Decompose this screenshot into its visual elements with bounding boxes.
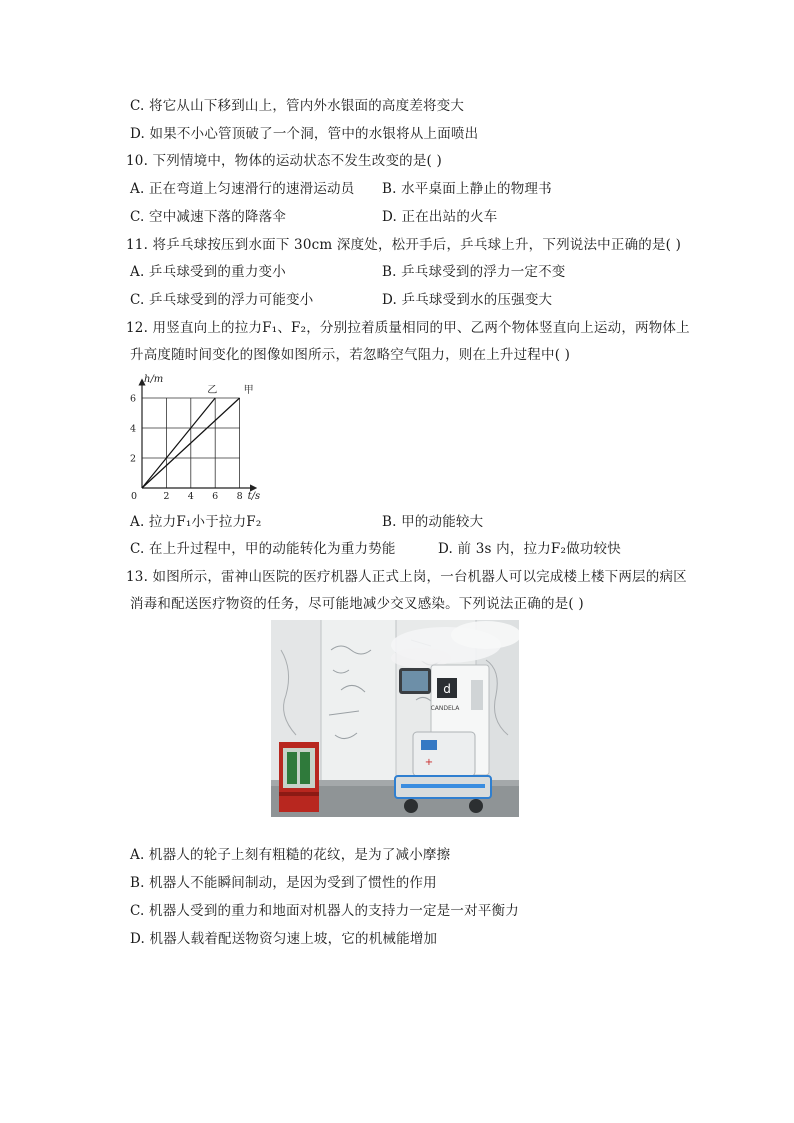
q12-option-d: D. 前 3s 内，拉力F₂做功较快 xyxy=(438,541,621,557)
q13-stem-line1: 13. 如图所示，雷神山医院的医疗机器人正式上岗，一台机器人可以完成楼上楼下两层的病区 xyxy=(126,569,687,585)
y-tick-label: 4 xyxy=(129,423,137,435)
series-line xyxy=(142,398,215,488)
q12-option-a: A. 拉力F₁小于拉力F₂ xyxy=(130,514,262,530)
q12-option-b: B. 甲的动能较大 xyxy=(382,514,484,530)
q9-option-c: C. 将它从山下移到山上，管内外水银面的高度差将变大 xyxy=(130,98,465,114)
x-axis-label: t/s xyxy=(247,491,261,502)
x-tick-labels xyxy=(131,491,243,502)
q13-option-a: A. 机器人的轮子上刻有粗糙的花纹，是为了减小摩擦 xyxy=(130,847,451,863)
q10-stem: 10. 下列情境中，物体的运动状态不发生改变的是( ) xyxy=(126,153,442,169)
q11-stem: 11. 将乒乓球按压到水面下 30cm 深度处，松开手后，乒乓球上升，下列说法中正确的是( ) xyxy=(126,237,682,253)
svg-text:d: d xyxy=(443,682,451,696)
series-lines xyxy=(142,384,254,488)
q11-option-d: D. 乒乓球受到水的压强变大 xyxy=(382,292,553,308)
q12-stem-line1: 12. 用竖直向上的拉力F₁、F₂，分别拉着质量相同的甲、乙两个物体竖直向上运动，两物体上 xyxy=(126,320,690,336)
q13-option-d: D. 机器人载着配送物资匀速上坡，它的机械能增加 xyxy=(130,931,438,947)
x-tick-label: 8 xyxy=(236,491,243,502)
svg-text:+: + xyxy=(424,757,434,768)
q10-option-d: D. 正在出站的火车 xyxy=(382,209,498,225)
robot-brand-label: CANDELA xyxy=(430,705,460,712)
q13-option-c: C. 机器人受到的重力和地面对机器人的支持力一定是一对平衡力 xyxy=(130,903,519,919)
q11-option-b: B. 乒乓球受到的浮力一定不变 xyxy=(382,264,566,280)
x-tick-label: 2 xyxy=(163,491,170,502)
x-tick-label: 6 xyxy=(212,491,219,502)
x-tick-label: 4 xyxy=(187,491,194,502)
height-time-graph xyxy=(128,372,268,504)
robot-illustration xyxy=(271,620,519,817)
x-tick-label: 0 xyxy=(130,491,138,502)
robot-photo xyxy=(271,620,519,817)
q13-stem-line2: 消毒和配送医疗物资的任务，尽可能地减少交叉感染。下列说法正确的是( ) xyxy=(130,596,584,612)
q9-option-d: D. 如果不小心管顶破了一个洞，管中的水银将从上面喷出 xyxy=(130,126,479,142)
q12-stem-line2: 升高度随时间变化的图像如图所示，若忽略空气阻力，则在上升过程中( ) xyxy=(130,347,571,363)
y-tick-label: 6 xyxy=(129,393,137,405)
q10-option-a: A. 正在弯道上匀速滑行的速滑运动员 xyxy=(130,181,355,197)
y-tick-labels xyxy=(130,394,136,465)
q10-option-b: B. 水平桌面上静止的物理书 xyxy=(382,181,552,197)
y-axis-label: h/m xyxy=(144,374,164,385)
q11-option-a: A. 乒乓球受到的重力变小 xyxy=(130,264,286,280)
q10-option-c: C. 空中减速下落的降落伞 xyxy=(130,209,287,225)
series-label: 甲 xyxy=(243,385,254,396)
q12-option-c: C. 在上升过程中，甲的动能转化为重力势能 xyxy=(130,541,396,557)
series-label: 乙 xyxy=(207,385,218,396)
y-tick-label: 2 xyxy=(129,453,137,465)
q13-option-b: B. 机器人不能瞬间制动，是因为受到了惯性的作用 xyxy=(130,875,437,891)
q11-option-c: C. 乒乓球受到的浮力可能变小 xyxy=(130,292,314,308)
